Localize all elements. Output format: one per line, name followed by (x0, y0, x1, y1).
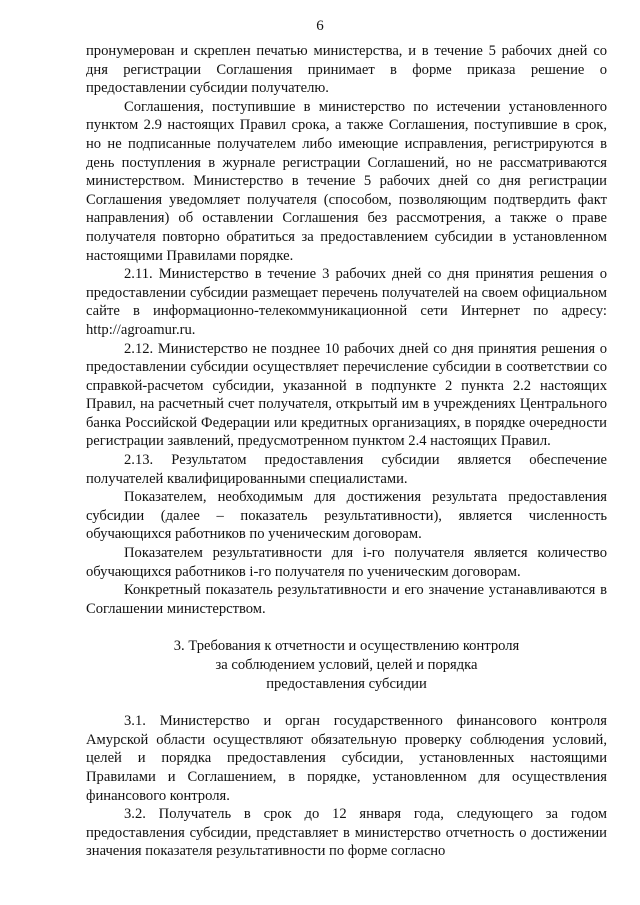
spacer (86, 693, 607, 712)
section-heading-line: за соблюдением условий, целей и порядка (215, 657, 478, 673)
document-body (86, 42, 607, 861)
paragraph-2-12: 2.12. Министерство не позднее 10 рабочих дней со дня принятия решения о предоставлении субсидии осуществляет перечисление субсидии в соответствии со справкой-расчетом субсидии, указанной в подпункте 2 пункта 2.2 настоящих Правил, на расчетный счет получателя, открытый им в учреждениях Центрального банка Российской Федерации или кредитных организациях, в порядке очередности регистрации заявлений, предусмотренном пунктом 2.4 настоящих Правил. (86, 340, 607, 450)
paragraph-3-1: 3.1. Министерство и орган государственного финансового контроля Амурской области осуществляют обязательную проверку соблюдения условий, целей и порядка предоставления субсидии, установленных настоящими Правилами и Соглашением, в порядке, установленном для осуществления финансового контроля. (86, 713, 607, 804)
paragraph-continuation: пронумерован и скреплен печатью министерства, и в течение 5 рабочих дней со дня регистрации Соглашения принимает в форме приказа решение о предоставлении субсидии получателю. (86, 43, 607, 97)
section-heading-line: предоставления субсидии (266, 675, 427, 692)
page-number: 6 (316, 18, 324, 34)
section-heading-line: 3. Требования к отчетности и осуществлению контроля (173, 638, 520, 655)
paragraph-2-11: 2.11. Министерство в течение 3 рабочих дней со дня принятия решения о предоставлении субсидии размещает перечень получателей на своем официальном сайте в информационно-телекоммуникационной сети Интернет по адресу: http://agroamur.ru. (86, 266, 607, 338)
paragraph-indicator: Показателем, необходимым для достижения результата предоставления субсидии (далее – показатель результативности), является численность обучающихся работников по ученическим договорам. (86, 489, 607, 543)
section-heading (86, 637, 607, 693)
paragraph-indicator-i: Показателем результативности для i-го получателя является количество обучающихся работников i-го получателя по ученическим договорам. (86, 545, 607, 580)
paragraph-2-13: 2.13. Результатом предоставления субсидии является обеспечение получателей квалифицированными специалистами. (86, 452, 607, 487)
paragraph-agreements-late: Соглашения, поступившие в министерство по истечении установленного пунктом 2.9 настоящих Правил срока, а также Соглашения, поступившие в срок, но не подписанные получателем либо имеющие исправления, регистрируются в день поступления в журнале регистрации Соглашений, но не рассматриваются министерством. Министерство в течение 5 рабочих дней со дня регистрации Соглашения уведомляет получателя (способом, позволяющим подтвердить факт направления) об оставлении Соглашения без рассмотрения, а также о праве получателя повторно обратиться за предоставлением субсидии в установленном настоящими Правилами порядке. (86, 98, 607, 264)
spacer (86, 618, 607, 637)
paragraph-indicator-value: Конкретный показатель результативности и его значение устанавливаются в Соглашении министерством. (86, 582, 607, 617)
paragraph-3-2: 3.2. Получатель в срок до 12 января года, следующего за годом предоставления субсидии, представляет в министерство отчетность о достижении значения показателя результативности по форме согласно (86, 806, 607, 860)
